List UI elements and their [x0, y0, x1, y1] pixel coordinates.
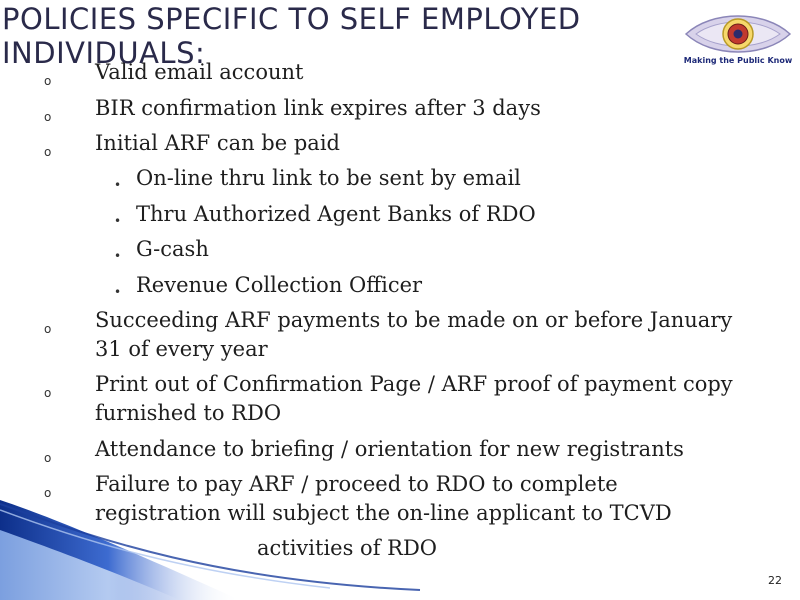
- list-item-text: Succeeding ARF payments to be made on or before January: [95, 308, 733, 332]
- list-item-text: Print out of Confirmation Page / ARF proof of payment copy: [95, 372, 733, 396]
- list-item-text: On-line thru link to be sent by email: [136, 166, 521, 190]
- bullet-marker: o: [44, 486, 52, 500]
- logo-caption: Making the Public Know: [683, 56, 793, 65]
- bullet-marker: o: [44, 145, 52, 159]
- bullet-marker: o: [44, 386, 52, 400]
- list-item-text: Valid email account: [95, 60, 304, 84]
- list-item-text: Attendance to briefing / orientation for new registrants: [95, 437, 684, 461]
- list-item-text: G-cash: [136, 237, 209, 261]
- bullet-marker: o: [44, 451, 52, 465]
- list-item-text: BIR confirmation link expires after 3 days: [95, 96, 541, 120]
- sub-bullet-marker: •: [114, 214, 122, 228]
- list-item-continuation: 31 of every year: [95, 337, 268, 361]
- page-number: 22: [768, 574, 782, 587]
- list-item-continuation: registration will subject the on-line applicant to TCVD: [95, 501, 672, 525]
- slide-title: POLICIES SPECIFIC TO SELF EMPLOYED INDIVIDUALS:: [2, 2, 581, 70]
- logo: [682, 12, 794, 74]
- sub-bullet-marker: •: [114, 178, 122, 192]
- list-item-continuation: activities of RDO: [257, 536, 438, 560]
- bullet-marker: o: [44, 110, 52, 124]
- eye-emblem-icon: [682, 12, 794, 56]
- bullet-marker: o: [44, 74, 52, 88]
- bullet-marker: o: [44, 322, 52, 336]
- list-item-text: Failure to pay ARF / proceed to RDO to complete: [95, 472, 618, 496]
- list-item-text: Thru Authorized Agent Banks of RDO: [136, 202, 536, 226]
- sub-bullet-marker: •: [114, 249, 122, 263]
- list-item-continuation: furnished to RDO: [95, 401, 282, 425]
- list-item-text: Initial ARF can be paid: [95, 131, 340, 155]
- list-item-text: Revenue Collection Officer: [136, 273, 423, 297]
- sub-bullet-marker: •: [114, 285, 122, 299]
